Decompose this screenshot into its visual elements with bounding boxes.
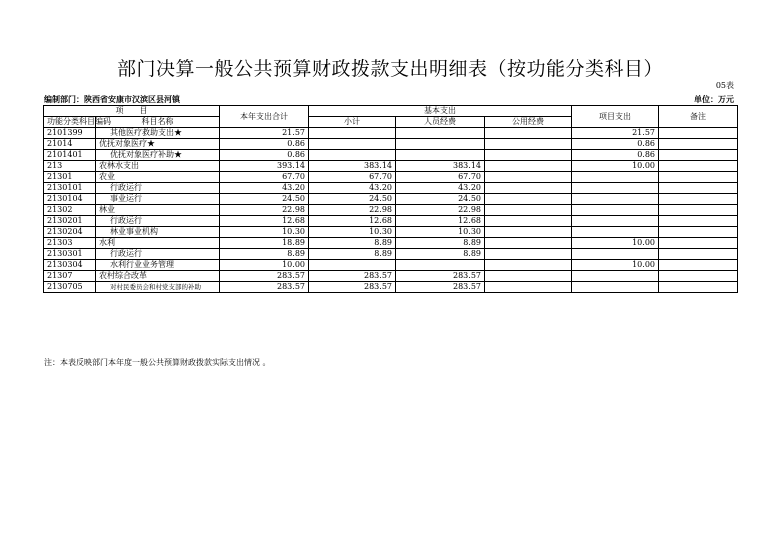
cell-project [572,216,659,227]
table-row [44,128,738,139]
cell-code: 2130204 [44,227,96,238]
cell-total: 43.20 [220,183,309,194]
table-row [44,260,738,271]
cell-total: 0.86 [220,139,309,150]
cell-code: 21301 [44,172,96,183]
cell-code: 2101401 [44,150,96,161]
table-row [44,150,738,161]
cell-total: 67.70 [220,172,309,183]
cell-remark [659,260,738,271]
cell-remark [659,183,738,194]
cell-public [485,161,572,172]
header-total: 本年支出合计 [220,106,309,128]
cell-subtotal: 12.68 [309,216,396,227]
cell-remark [659,282,738,293]
cell-name: 对村民委员会和村党支部的补助 [96,282,220,293]
cell-total: 393.14 [220,161,309,172]
cell-personnel [396,128,485,139]
cell-personnel: 283.57 [396,271,485,282]
form-number: 05表 [715,81,734,90]
cell-code: 21303 [44,238,96,249]
cell-project [572,227,659,238]
cell-personnel: 383.14 [396,161,485,172]
cell-total: 24.50 [220,194,309,205]
cell-project: 10.00 [572,161,659,172]
cell-code: 2130304 [44,260,96,271]
expenditure-table [43,105,738,293]
cell-project [572,194,659,205]
table-row [44,194,738,205]
cell-name: 水利 [96,238,220,249]
cell-name: 行政运行 [96,249,220,260]
table-row [44,271,738,282]
header-item: 项 目 [44,106,220,117]
department-label: 编制部门：陕西省安康市汉滨区县河镇 [44,94,180,104]
cell-personnel: 67.70 [396,172,485,183]
table-row [44,238,738,249]
cell-public [485,172,572,183]
cell-code: 21014 [44,139,96,150]
cell-total: 12.68 [220,216,309,227]
cell-remark [659,128,738,139]
cell-total: 283.57 [220,282,309,293]
footnote: 注：本表反映部门本年度一般公共预算财政拨款实际支出情况 。 [44,358,271,367]
cell-public [485,271,572,282]
table-row [44,172,738,183]
table-row [44,249,738,260]
cell-public [485,249,572,260]
cell-project [572,205,659,216]
cell-project: 21.57 [572,128,659,139]
cell-public [485,128,572,139]
table-row [44,282,738,293]
cell-remark [659,271,738,282]
cell-project [572,271,659,282]
cell-name: 优抚对象医疗补助★ [96,150,220,161]
cell-name: 行政运行 [96,216,220,227]
cell-subtotal: 283.57 [309,271,396,282]
cell-project [572,249,659,260]
cell-subtotal: 8.89 [309,238,396,249]
header-public: 公用经费 [485,117,572,128]
cell-name: 农业 [96,172,220,183]
cell-subtotal [309,128,396,139]
cell-total: 22.98 [220,205,309,216]
cell-remark [659,205,738,216]
cell-personnel: 8.89 [396,249,485,260]
cell-project [572,282,659,293]
cell-remark [659,249,738,260]
cell-remark [659,216,738,227]
cell-code: 213 [44,161,96,172]
cell-name: 林业 [96,205,220,216]
cell-personnel: 8.89 [396,238,485,249]
cell-total: 283.57 [220,271,309,282]
cell-subtotal: 22.98 [309,205,396,216]
cell-subtotal: 67.70 [309,172,396,183]
cell-code: 2130705 [44,282,96,293]
cell-project [572,183,659,194]
cell-remark [659,161,738,172]
cell-personnel: 283.57 [396,282,485,293]
cell-code: 2130101 [44,183,96,194]
cell-remark [659,150,738,161]
cell-code: 2101399 [44,128,96,139]
header-code: 功能分类科目编码 [44,117,96,128]
cell-remark [659,227,738,238]
cell-public [485,205,572,216]
table-row [44,227,738,238]
cell-project: 10.00 [572,260,659,271]
cell-project: 0.86 [572,139,659,150]
cell-name: 优抚对象医疗★ [96,139,220,150]
header-subtotal: 小计 [309,117,396,128]
cell-public [485,260,572,271]
cell-name: 水利行业业务管理 [96,260,220,271]
cell-subtotal [309,260,396,271]
cell-subtotal: 24.50 [309,194,396,205]
cell-subtotal [309,150,396,161]
cell-personnel [396,139,485,150]
cell-public [485,216,572,227]
cell-total: 21.57 [220,128,309,139]
cell-project [572,172,659,183]
cell-remark [659,172,738,183]
cell-subtotal: 283.57 [309,282,396,293]
cell-subtotal: 383.14 [309,161,396,172]
header-personnel: 人员经费 [396,117,485,128]
table-row [44,161,738,172]
cell-personnel: 10.30 [396,227,485,238]
table-row [44,183,738,194]
cell-subtotal: 8.89 [309,249,396,260]
cell-remark [659,194,738,205]
header-remark: 备注 [659,106,738,128]
cell-public [485,183,572,194]
cell-personnel [396,150,485,161]
cell-public [485,139,572,150]
table-row [44,205,738,216]
cell-total: 0.86 [220,150,309,161]
cell-project: 0.86 [572,150,659,161]
cell-subtotal: 10.30 [309,227,396,238]
cell-subtotal [309,139,396,150]
cell-project: 10.00 [572,238,659,249]
header-project: 项目支出 [572,106,659,128]
cell-name: 农村综合改革 [96,271,220,282]
table-row [44,216,738,227]
cell-public [485,282,572,293]
table-row [44,139,738,150]
cell-subtotal: 43.20 [309,183,396,194]
cell-total: 18.89 [220,238,309,249]
cell-public [485,150,572,161]
cell-personnel [396,260,485,271]
cell-name: 林业事业机构 [96,227,220,238]
cell-name: 其他医疗救助支出★ [96,128,220,139]
header-name: 科目名称 [96,117,220,128]
cell-remark [659,139,738,150]
cell-total: 10.00 [220,260,309,271]
cell-name: 行政运行 [96,183,220,194]
cell-code: 2130104 [44,194,96,205]
cell-public [485,194,572,205]
header-basic: 基本支出 [309,106,572,117]
cell-total: 10.30 [220,227,309,238]
cell-personnel: 43.20 [396,183,485,194]
cell-code: 21302 [44,205,96,216]
cell-code: 2130201 [44,216,96,227]
cell-code: 2130301 [44,249,96,260]
cell-personnel: 22.98 [396,205,485,216]
cell-total: 8.89 [220,249,309,260]
cell-personnel: 12.68 [396,216,485,227]
cell-name: 事业运行 [96,194,220,205]
cell-code: 21307 [44,271,96,282]
cell-name: 农林水支出 [96,161,220,172]
page-title: 部门决算一般公共预算财政拨款支出明细表（按功能分类科目） [116,58,663,80]
cell-public [485,227,572,238]
cell-public [485,238,572,249]
unit-label: 单位：万元 [694,94,734,104]
cell-personnel: 24.50 [396,194,485,205]
cell-remark [659,238,738,249]
